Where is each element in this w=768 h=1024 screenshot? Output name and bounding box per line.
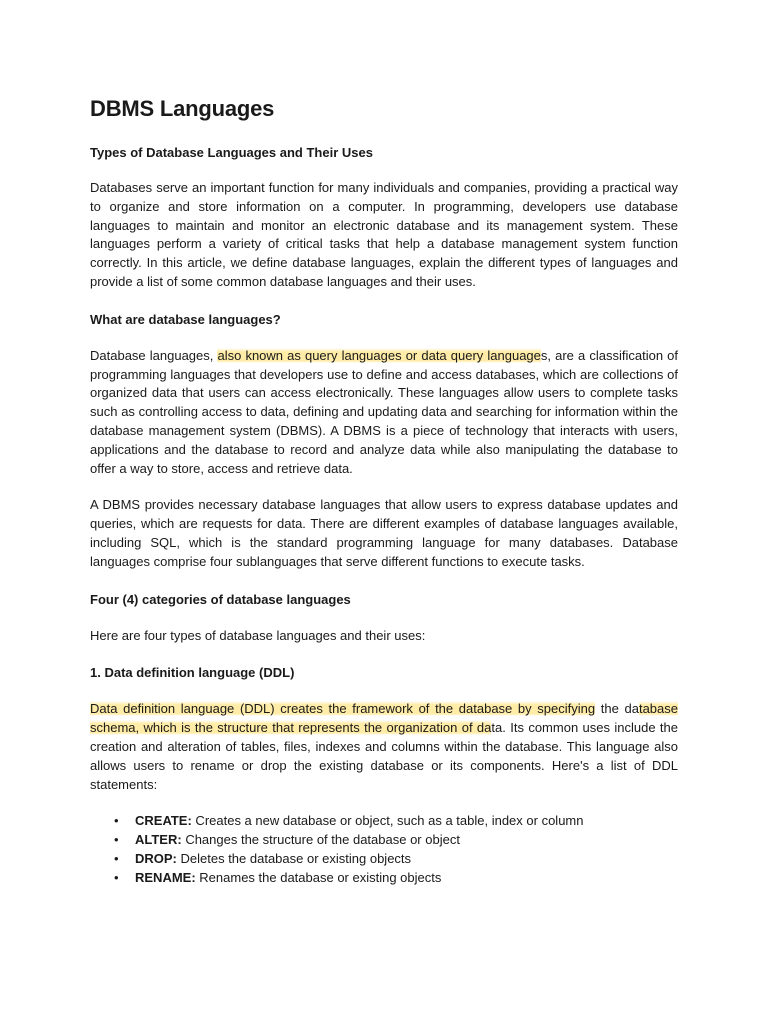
list-item: [90, 831, 678, 850]
highlighted-text: tabase schema, which is the structure that represents the organization of da: [90, 701, 678, 736]
definition-paragraph: [90, 347, 678, 479]
highlighted-text: Data definition language (DDL) creates the framework of the database by specifying: [90, 701, 596, 717]
bullet-icon: •: [114, 850, 119, 866]
text-run: ta. Its common uses include the creation and alteration of tables, files, indexes and columns within the database. This language also allows users to rename or drop the existing database or its components. Here's a list of DDL statements:: [90, 720, 679, 792]
bullet-icon: •: [114, 832, 119, 848]
statement-desc: Renames the database or existing objects: [195, 869, 442, 885]
statement-term: ALTER:: [135, 832, 182, 848]
section-heading-categories: Four (4) categories of database languages: [90, 591, 351, 607]
statement-desc: Deletes the database or existing objects: [176, 850, 412, 866]
bullet-icon: •: [114, 869, 119, 885]
statement-term: DROP:: [135, 850, 177, 866]
statement-term: CREATE:: [135, 813, 192, 829]
bullet-icon: •: [114, 813, 119, 829]
ddl-statement-list: [90, 812, 678, 887]
categories-intro: Here are four types of database languages and their uses:: [90, 627, 426, 643]
highlighted-text: also known as query languages or data query language: [217, 347, 541, 363]
dbms-paragraph: A DBMS provides necessary database languages that allow users to express database updates and queries, which are requests for data. There are different examples of database languages available, including SQL, which is the standard programming language for many databases. Database languages comprise four sublanguages that serve different functions to execute tasks.: [90, 497, 678, 569]
section-heading-what-are: What are database languages?: [90, 311, 281, 327]
list-item: [90, 869, 678, 888]
section-heading-types: Types of Database Languages and Their Uses: [90, 145, 373, 160]
page-title: DBMS Languages: [90, 96, 275, 121]
statement-desc: Changes the structure of the database or object: [181, 832, 460, 848]
text-run: Database languages,: [90, 347, 218, 363]
ddl-paragraph: [90, 700, 678, 794]
list-item: [90, 812, 678, 831]
text-run: the da: [595, 701, 639, 717]
list-item: [90, 850, 678, 869]
document-page: [90, 92, 678, 888]
statement-term: RENAME:: [135, 869, 196, 885]
section-heading-ddl: 1. Data definition language (DDL): [90, 665, 295, 681]
statement-desc: Creates a new database or object, such as a table, index or column: [191, 813, 584, 829]
intro-paragraph: Databases serve an important function for many individuals and companies, providing a practical way to organize and store information on a computer. In programming, developers use database languages to maintain and monitor an electronic database and its management system. These languages perform a variety of critical tasks that help a database management system function correctly. In this article, we define database languages, explain the different types of languages and provide a list of some common database languages and their uses.: [90, 180, 678, 289]
text-run: s, are a classification of programming languages that developers use to define and access databases, which are collections of organized data that users can access electronically. These languages allow users to complete tasks such as controlling access to data, defining and updating data and searching for information within the database management system (DBMS). A DBMS is a piece of technology that interacts with users, applications and the database to record and analyze data while also manipulating the database to offer a way to store, access and retrieve data.: [90, 347, 679, 476]
